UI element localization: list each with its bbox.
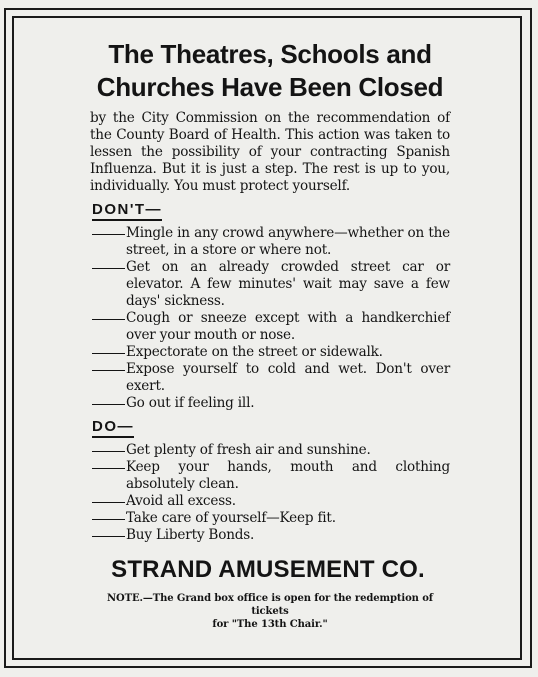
notice-content (90, 38, 450, 631)
list-item (90, 361, 450, 395)
list-item-text: Take care of yourself—Keep fit. (126, 510, 336, 526)
headline-line-1: The Theatres, Schools and (108, 39, 432, 69)
list-item-text: Go out if feeling ill. (126, 395, 255, 411)
headline-line-2: Churches Have Been Closed (96, 72, 444, 102)
list-item-text: Buy Liberty Bonds. (126, 527, 255, 543)
dash (90, 510, 126, 527)
list-item-text: Mingle in any crowd anywhere—whether on the street, in a store or where not. (126, 225, 450, 258)
list-item (90, 344, 450, 361)
list-item-text: Avoid all excess. (126, 493, 236, 509)
list-item (90, 510, 450, 527)
company-name: STRAND AMUSEMENT CO. (111, 556, 425, 583)
dos-heading: DO— (92, 418, 134, 438)
list-item (90, 459, 450, 493)
donts-list (90, 225, 450, 412)
dash (90, 310, 126, 344)
list-item (90, 442, 450, 459)
list-item-text: Expectorate on the street or sidewalk. (126, 344, 383, 360)
list-item-text: Keep your hands, mouth and clothing absolutely clean. (126, 459, 450, 492)
dash (90, 361, 126, 395)
intro-paragraph: by the City Commission on the recommendation of the County Board of Health. This action was taken to lessen the possibility of your contracting Spanish Influenza. But it is just a step. The rest is up to you, individually. You must protect yourself. (90, 110, 450, 194)
dash (90, 259, 126, 310)
list-item (90, 225, 450, 259)
list-item-text: Get plenty of fresh air and sunshine. (126, 442, 371, 458)
dash (90, 527, 126, 544)
dash (90, 442, 126, 459)
dash (90, 225, 126, 259)
donts-heading: DON'T— (92, 201, 162, 221)
dash (90, 459, 126, 493)
footnote-line-1: NOTE.—The Grand box office is open for the redemption of tickets (106, 593, 433, 617)
dos-list (90, 442, 450, 544)
dash (90, 493, 126, 510)
list-item-text: Expose yourself to cold and wet. Don't over exert. (126, 361, 450, 394)
list-item (90, 395, 450, 412)
footnote (90, 592, 450, 631)
list-item-text: Cough or sneeze except with a handkerchief over your mouth or nose. (126, 310, 450, 343)
headline (90, 38, 450, 104)
list-item-text: Get on an already crowded street car or elevator. A few minutes' wait may save a few days' sickness. (126, 259, 450, 309)
dash (90, 395, 126, 412)
list-item (90, 310, 450, 344)
footnote-line-2: for "The 13th Chair." (212, 619, 328, 630)
list-item (90, 259, 450, 310)
list-item (90, 527, 450, 544)
dash (90, 344, 126, 361)
list-item (90, 493, 450, 510)
